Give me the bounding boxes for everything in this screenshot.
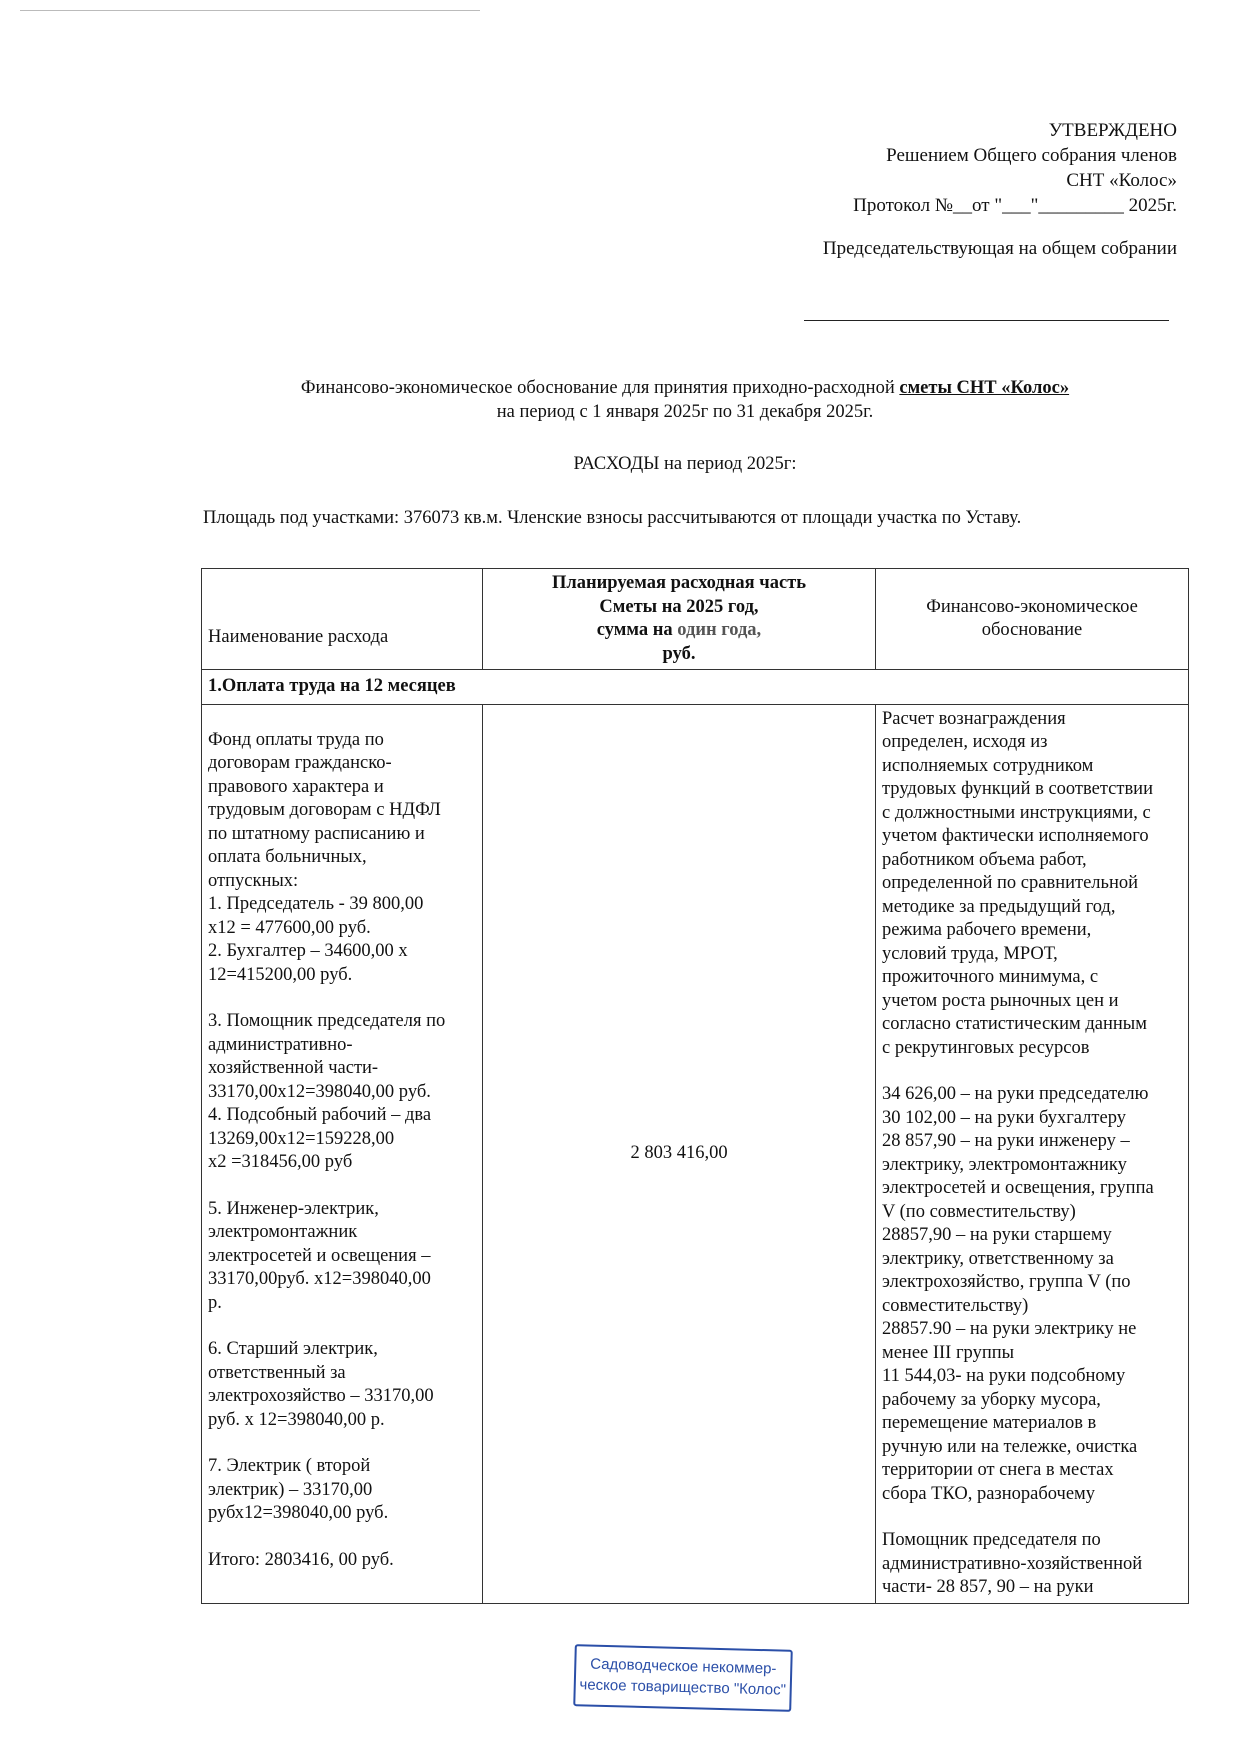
text-line: электрохозяйство – 33170,00 xyxy=(208,1386,434,1406)
text-line: 34 626,00 – на руки председателю xyxy=(882,1084,1149,1104)
signature-line xyxy=(804,320,1169,321)
text-line: Расчет вознаграждения xyxy=(882,708,1066,729)
approved-label: УТВЕРЖДЕНО xyxy=(1048,120,1177,141)
text-line: р. xyxy=(208,1292,222,1313)
text-line: рабочему за уборку мусора, xyxy=(882,1389,1101,1410)
text-line: прожиточного минимума, с xyxy=(882,967,1099,987)
table-header-row xyxy=(202,569,1189,670)
text-line: электросетей и освещения, группа xyxy=(882,1178,1154,1198)
text-line: Итого: 2803416, 00 руб. xyxy=(208,1549,394,1570)
header-planned xyxy=(483,569,876,670)
text-line: согласно статистическим данным xyxy=(882,1014,1147,1034)
text-line: электрику, ответственному за xyxy=(882,1248,1114,1269)
text-line: х2 =318456,00 руб xyxy=(208,1152,353,1172)
text-line: 12=415200,00 руб. xyxy=(208,964,353,985)
text-line: режима рабочего времени, xyxy=(882,920,1092,940)
text-line: руб. х 12=398040,00 р. xyxy=(208,1409,385,1430)
header-planned-line4: руб. xyxy=(662,643,696,664)
text-line: с должностными инструкциями, с xyxy=(882,802,1151,823)
text-line: Фонд оплаты труда по xyxy=(208,729,384,750)
text-line: исполняемых сотрудником xyxy=(882,755,1094,776)
text-line: электросетей и освещения – xyxy=(208,1245,431,1266)
header-name: Наименование расхода xyxy=(202,569,483,670)
document-title xyxy=(190,376,1180,424)
text-line: 28 857,90 – на руки инженеру – xyxy=(882,1131,1130,1151)
section-row xyxy=(202,670,1189,705)
text-line xyxy=(208,987,476,1010)
text-line: трудовых функций в соответствии xyxy=(882,779,1153,799)
text-line: условий труда, МРОТ, xyxy=(882,943,1058,964)
text-line: 4. Подсобный рабочий – два xyxy=(208,1105,432,1125)
header-justification-line1: Финансово-экономическое xyxy=(926,596,1138,617)
text-line: 2. Бухгалтер – 34600,00 х xyxy=(208,941,408,961)
stamp-line2: ческое товарищество "Колос" xyxy=(579,1676,787,1699)
text-line: по штатному расписанию и xyxy=(208,823,425,844)
text-line: х12 = 477600,00 руб. xyxy=(208,917,371,938)
title-period: на период с 1 января 2025г по 31 декабря 2025г. xyxy=(496,402,874,422)
text-line: учетом фактически исполняемого xyxy=(882,826,1149,846)
text-line xyxy=(208,1315,476,1338)
header-planned-line3b: один года, xyxy=(677,620,762,640)
text-line: учетом роста рыночных цен и xyxy=(882,990,1119,1011)
text-line: 11 544,03- на руки подсобному xyxy=(882,1366,1126,1386)
header-planned-line3a: сумма на xyxy=(596,620,678,640)
text-line: оплата больничных, xyxy=(208,847,367,867)
text-line: административно- xyxy=(208,1034,353,1055)
text-line: менее III группы xyxy=(882,1342,1015,1363)
text-line xyxy=(882,1506,1182,1529)
approval-block xyxy=(657,118,1177,261)
text-line: правового характера и xyxy=(208,776,384,797)
text-line: электромонтажник xyxy=(208,1222,358,1242)
title-prefix: Финансово-экономическое обоснование для принятия приходно-расходной xyxy=(300,378,900,398)
text-line: работником объема работ, xyxy=(882,849,1087,870)
text-line: 5. Инженер-электрик, xyxy=(208,1198,379,1219)
text-line: определен, исходя из xyxy=(882,732,1048,752)
organization-stamp xyxy=(573,1644,793,1712)
section-title: 1.Оплата труда на 12 месяцев xyxy=(202,670,1189,705)
text-line: электрохозяйство, группа V (по xyxy=(882,1272,1131,1292)
text-line: трудовым договорам с НДФЛ xyxy=(208,800,441,820)
text-line: электрику, электромонтажнику xyxy=(882,1154,1127,1175)
expense-description xyxy=(202,704,483,1603)
text-line: совместительству) xyxy=(882,1295,1029,1316)
text-line: договорам гражданско- xyxy=(208,753,392,773)
text-line: ручную или на тележке, очистка xyxy=(882,1436,1138,1457)
expense-justification xyxy=(876,704,1189,1603)
text-line: 7. Электрик ( второй xyxy=(208,1456,371,1476)
text-line: 33170,00х12=398040,00 руб. xyxy=(208,1081,431,1102)
text-line: 30 102,00 – на руки бухгалтеру xyxy=(882,1107,1126,1128)
text-line: сбора ТКО, разнорабочему xyxy=(882,1483,1096,1504)
expenses-title: РАСХОДЫ на период 2025г: xyxy=(573,454,797,474)
text-line: с рекрутинговых ресурсов xyxy=(882,1037,1090,1058)
text-line xyxy=(208,1432,476,1455)
text-line: 6. Старший электрик, xyxy=(208,1339,378,1359)
text-line: 1. Председатель - 39 800,00 xyxy=(208,894,424,914)
stamp-line1: Садоводческое некоммер- xyxy=(589,1655,777,1678)
text-line: 28857,90 – на руки старшему xyxy=(882,1225,1112,1245)
scan-top-line xyxy=(20,10,480,11)
text-line xyxy=(208,1526,476,1549)
header-justification xyxy=(876,569,1189,670)
expense-amount: 2 803 416,00 xyxy=(483,704,876,1603)
text-line: 13269,00х12=159228,00 xyxy=(208,1128,395,1149)
text-line: Помощник председателя по xyxy=(882,1530,1101,1550)
title-emphasis: сметы СНТ «Колос» xyxy=(899,378,1070,398)
expense-table xyxy=(201,568,1189,1604)
text-line: V (по совместительству) xyxy=(882,1201,1076,1222)
table-row xyxy=(202,704,1189,1603)
header-planned-line2: Сметы на 2025 год, xyxy=(599,596,759,617)
protocol-line: Протокол №__от "___"_________ 2025г. xyxy=(853,195,1177,216)
text-line: хозяйственной части- xyxy=(208,1058,379,1078)
text-line: части- 28 857, 90 – на руки xyxy=(882,1577,1094,1597)
header-planned-line3 xyxy=(489,619,869,643)
text-line: административно-хозяйственной xyxy=(882,1553,1143,1574)
text-line: ответственный за xyxy=(208,1362,346,1383)
header-justification-line2: обоснование xyxy=(981,620,1083,640)
text-line: 33170,00руб. х12=398040,00 xyxy=(208,1269,431,1289)
area-line: Площадь под участками: 376073 кв.м. Членские взносы рассчитываются от площади участка по Уставу. xyxy=(203,508,1022,528)
text-line: электрик) – 33170,00 xyxy=(208,1479,373,1500)
text-line: перемещение материалов в xyxy=(882,1413,1097,1433)
decision-text: Решением Общего собрания членов xyxy=(886,145,1177,166)
text-line: определенной по сравнительной xyxy=(882,873,1139,893)
text-line: отпускных: xyxy=(208,870,299,891)
text-line: территории от снега в местах xyxy=(882,1460,1114,1480)
text-line: 28857.90 – на руки электрику не xyxy=(882,1319,1137,1339)
text-line: рубх12=398040,00 руб. xyxy=(208,1503,389,1523)
org-name: СНТ «Колос» xyxy=(1066,170,1177,191)
chair-label: Председательствующая на общем собрании xyxy=(822,238,1177,259)
text-line xyxy=(882,1060,1182,1083)
text-line xyxy=(208,1175,476,1198)
text-line: 3. Помощник председателя по xyxy=(208,1011,446,1031)
header-planned-line1: Планируемая расходная часть xyxy=(551,573,807,593)
text-line: методике за предыдущий год, xyxy=(882,896,1116,917)
